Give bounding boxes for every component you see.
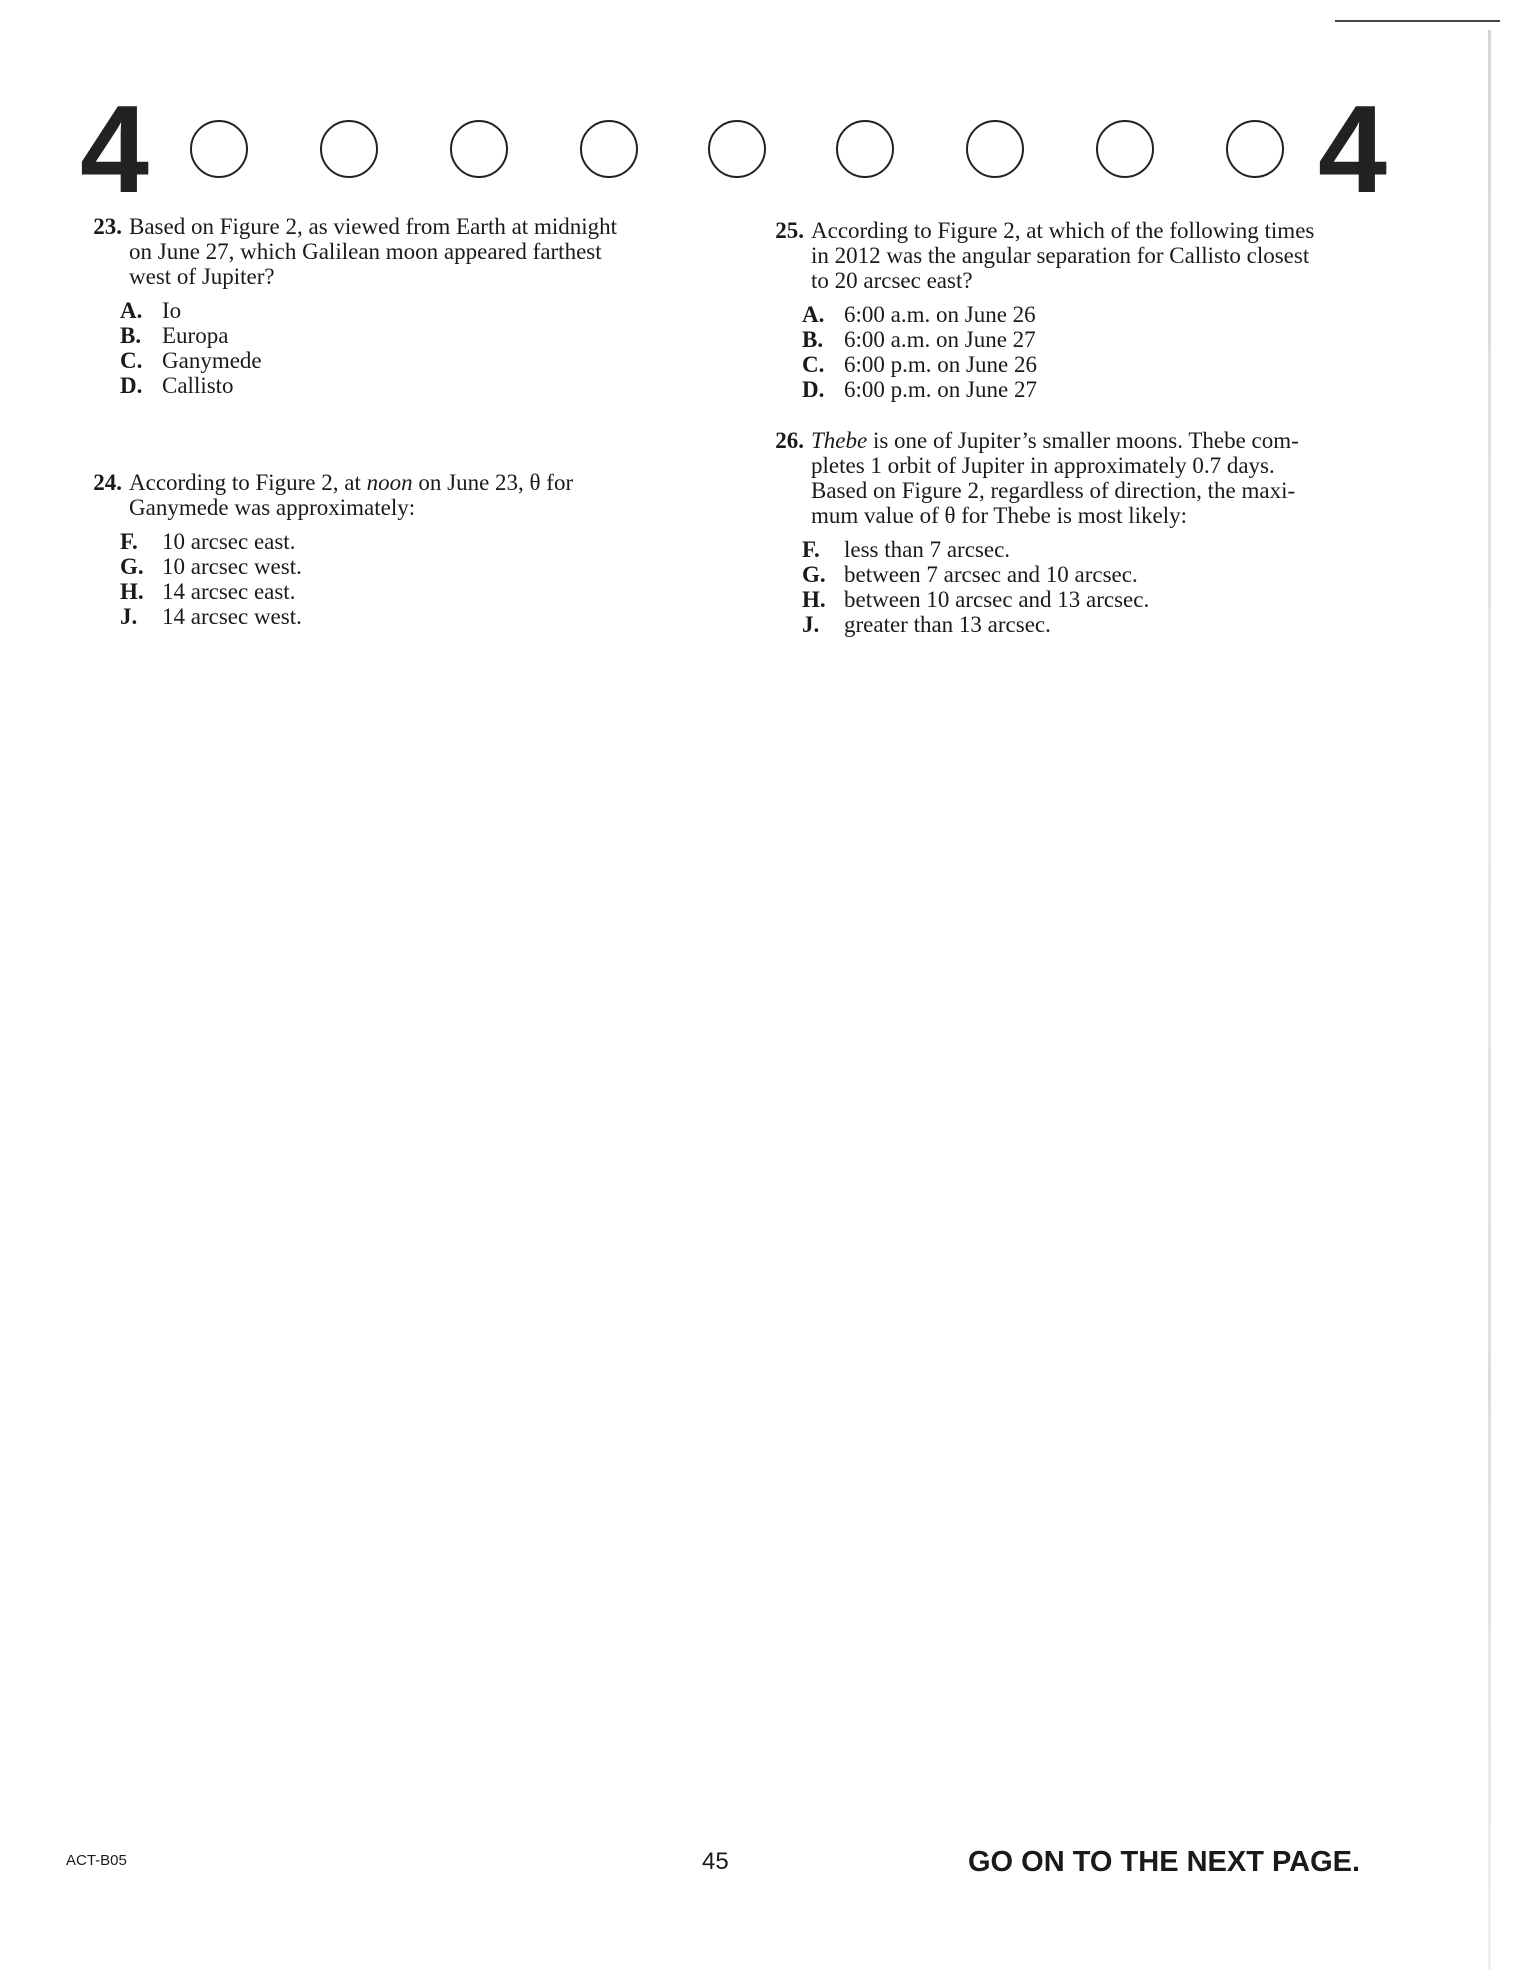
header-circle bbox=[190, 120, 248, 178]
option-letter: J. bbox=[802, 612, 820, 637]
question-text bbox=[811, 218, 1314, 293]
option-letter: D. bbox=[802, 377, 825, 402]
header-circle bbox=[836, 120, 894, 178]
scan-rule bbox=[1335, 20, 1500, 22]
answer-option[interactable] bbox=[802, 327, 1396, 352]
stem-emphasis: Thebe bbox=[811, 428, 868, 453]
stem-line bbox=[811, 428, 1299, 453]
answer-option[interactable] bbox=[120, 529, 708, 554]
answer-option[interactable] bbox=[802, 302, 1396, 327]
option-text: Europa bbox=[162, 323, 229, 348]
question-number: 25. bbox=[775, 218, 804, 243]
header-circle-row bbox=[190, 120, 1290, 184]
answer-options bbox=[120, 529, 708, 629]
next-page-notice: GO ON TO THE NEXT PAGE. bbox=[968, 1846, 1361, 1878]
question-text bbox=[129, 214, 617, 289]
stem-line: mum value of θ for Thebe is most likely: bbox=[811, 503, 1187, 528]
option-letter: D. bbox=[120, 373, 143, 398]
answer-option[interactable] bbox=[802, 587, 1396, 612]
stem-line: Based on Figure 2, as viewed from Earth at midnight bbox=[129, 214, 618, 239]
answer-option[interactable] bbox=[120, 373, 708, 398]
question-stem bbox=[760, 428, 1396, 528]
question-number: 24. bbox=[93, 470, 122, 495]
answer-option[interactable] bbox=[802, 537, 1396, 562]
option-letter: F. bbox=[802, 537, 820, 562]
answer-option[interactable] bbox=[802, 612, 1396, 637]
option-text: 6:00 a.m. on June 26 bbox=[844, 302, 1036, 327]
answer-option[interactable] bbox=[120, 554, 708, 579]
option-letter: B. bbox=[120, 323, 142, 348]
question-stem bbox=[78, 214, 708, 289]
question-24 bbox=[78, 470, 708, 629]
option-text: 10 arcsec east. bbox=[162, 529, 296, 554]
stem-line: Ganymede was approximately: bbox=[129, 495, 416, 520]
scan-edge bbox=[1488, 30, 1491, 1970]
option-letter: H. bbox=[802, 587, 826, 612]
question-stem bbox=[760, 218, 1396, 293]
answer-option[interactable] bbox=[802, 562, 1396, 587]
answer-option[interactable] bbox=[120, 323, 708, 348]
header-circle bbox=[320, 120, 378, 178]
answer-option[interactable] bbox=[120, 298, 708, 323]
header-circle bbox=[580, 120, 638, 178]
header-circle bbox=[1096, 120, 1154, 178]
answer-option[interactable] bbox=[802, 377, 1396, 402]
option-letter: G. bbox=[120, 554, 144, 579]
option-letter: A. bbox=[802, 302, 825, 327]
answer-option[interactable] bbox=[120, 348, 708, 373]
option-text: between 10 arcsec and 13 arcsec. bbox=[844, 587, 1150, 612]
option-letter: G. bbox=[802, 562, 826, 587]
answer-options bbox=[120, 298, 708, 398]
answer-option[interactable] bbox=[120, 579, 708, 604]
option-text: 14 arcsec east. bbox=[162, 579, 296, 604]
answer-options bbox=[802, 537, 1396, 637]
stem-emphasis: noon bbox=[366, 470, 413, 495]
question-23 bbox=[78, 214, 708, 398]
option-letter: C. bbox=[120, 348, 143, 373]
stem-text: According to Figure 2, at bbox=[129, 470, 367, 495]
option-text: between 7 arcsec and 10 arcsec. bbox=[844, 562, 1138, 587]
option-text: 10 arcsec west. bbox=[162, 554, 302, 579]
option-letter: B. bbox=[802, 327, 824, 352]
option-text: Callisto bbox=[162, 373, 234, 398]
question-stem bbox=[78, 470, 708, 520]
stem-line bbox=[129, 470, 573, 495]
stem-line: in 2012 was the angular separation for Callisto closest bbox=[811, 243, 1310, 268]
question-text bbox=[129, 470, 573, 520]
section-number-right: 4 bbox=[1318, 81, 1385, 219]
header-circle bbox=[1226, 120, 1284, 178]
option-text: 14 arcsec west. bbox=[162, 604, 302, 629]
option-letter: F. bbox=[120, 529, 138, 554]
stem-text: on June 23, θ for bbox=[412, 470, 574, 495]
option-text: greater than 13 arcsec. bbox=[844, 612, 1051, 637]
stem-line: According to Figure 2, at which of the following times bbox=[811, 218, 1315, 243]
header-circle bbox=[450, 120, 508, 178]
answer-option[interactable] bbox=[802, 352, 1396, 377]
option-text: 6:00 p.m. on June 26 bbox=[844, 352, 1037, 377]
answer-options bbox=[802, 302, 1396, 402]
option-text: 6:00 a.m. on June 27 bbox=[844, 327, 1036, 352]
section-number-left: 4 bbox=[80, 81, 147, 219]
option-text: less than 7 arcsec. bbox=[844, 537, 1011, 562]
option-text: 6:00 p.m. on June 27 bbox=[844, 377, 1037, 402]
stem-text: is one of Jupiter’s smaller moons. Thebe com- bbox=[867, 428, 1299, 453]
question-26 bbox=[760, 428, 1396, 637]
question-25 bbox=[760, 218, 1396, 402]
question-number: 23. bbox=[93, 214, 122, 239]
option-letter: A. bbox=[120, 298, 143, 323]
question-number: 26. bbox=[775, 428, 804, 453]
question-text bbox=[811, 428, 1299, 528]
header-circle bbox=[966, 120, 1024, 178]
form-code: ACT-B05 bbox=[66, 1852, 127, 1869]
header-circle bbox=[708, 120, 766, 178]
option-letter: C. bbox=[802, 352, 825, 377]
stem-line: to 20 arcsec east? bbox=[811, 268, 973, 293]
option-text: Io bbox=[162, 298, 182, 323]
answer-option[interactable] bbox=[120, 604, 708, 629]
option-letter: H. bbox=[120, 579, 144, 604]
option-letter: J. bbox=[120, 604, 138, 629]
option-text: Ganymede bbox=[162, 348, 262, 373]
page-number: 45 bbox=[702, 1848, 729, 1875]
stem-line: on June 27, which Galilean moon appeared farthest bbox=[129, 239, 602, 264]
stem-line: west of Jupiter? bbox=[129, 264, 275, 289]
stem-line: Based on Figure 2, regardless of direction, the maxi- bbox=[811, 478, 1296, 503]
stem-line: pletes 1 orbit of Jupiter in approximately 0.7 days. bbox=[811, 453, 1275, 478]
